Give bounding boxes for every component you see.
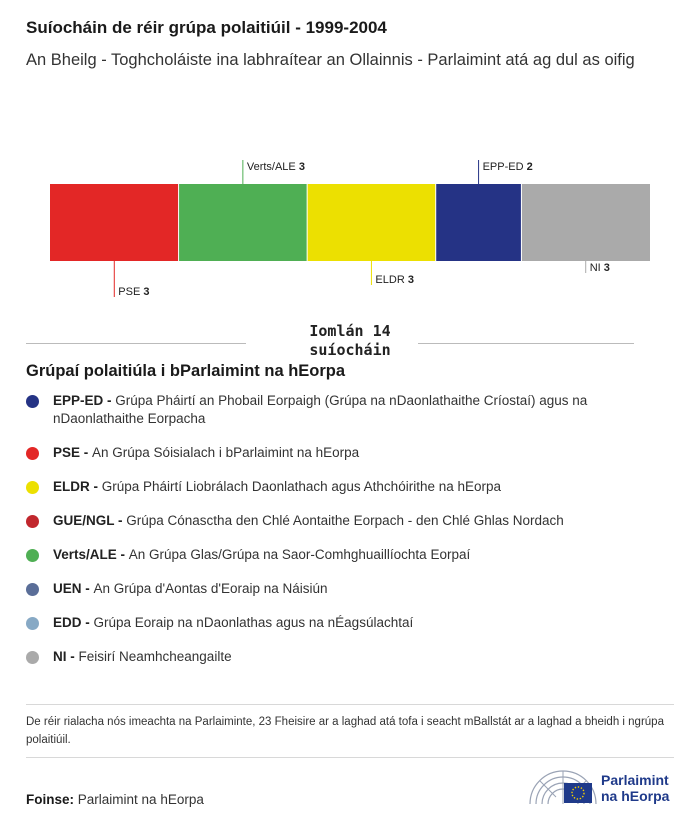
legend-description: Grúpa Pháirtí Liobrálach Daonlathach agus Athchóirithe na hEorpa	[101, 479, 502, 494]
data-label-verts-ale: Verts/ALE 3	[246, 161, 305, 173]
legend-color-dot	[26, 617, 39, 630]
legend-abbr: UEN -	[53, 581, 94, 596]
legend-abbr: PSE -	[53, 445, 93, 460]
legend-item	[26, 648, 653, 666]
total-divider-right	[418, 343, 634, 344]
bar-segment-pse	[50, 184, 179, 261]
legend-abbr: ELDR -	[53, 479, 102, 494]
data-label-ni: NI 3	[589, 262, 610, 274]
legend-color-dot	[26, 651, 39, 664]
legend-color-dot	[26, 583, 39, 596]
footnote: De réir rialacha nós imeachta na Parlaiminte, 23 Fheisire ar a laghad atá tofa i seacht mBallstát ar a laghad a bheidh i ngrúpa polaitiúil.	[26, 704, 674, 758]
legend-description: An Grúpa d'Aontas d'Eoraip na Náisiún	[93, 581, 328, 596]
legend-color-dot	[26, 515, 39, 528]
legend-abbr: NI -	[53, 649, 79, 664]
legend-item	[26, 392, 653, 428]
source-value: Parlaimint na hEorpa	[77, 792, 204, 807]
legend-description: Grúpa Eoraip na nDaonlathas agus na nÉagsúlachtaí	[93, 615, 414, 630]
legend-item	[26, 614, 653, 632]
legend-abbr: Verts/ALE -	[53, 547, 129, 562]
legend-description: Feisirí Neamhcheangailte	[78, 649, 232, 664]
bar-segment-ni	[521, 184, 650, 261]
chart-subtitle: An Bheilg - Toghcholáiste ina labhraítear an Ollainnis - Parlaimint atá ag dul as oifig	[26, 51, 635, 69]
hemicycle-icon	[528, 766, 598, 806]
total-seats-line1: Iomlán 14	[309, 322, 391, 340]
legend-item	[26, 546, 653, 564]
total-divider-left	[26, 343, 246, 344]
legend-description: Grúpa Cónasctha den Chlé Aontaithe Eorpach - den Chlé Ghlas Nordach	[126, 513, 564, 528]
logo-line1: Parlaimint	[601, 772, 669, 788]
data-label-pse: PSE 3	[118, 286, 150, 298]
legend-item	[26, 580, 653, 598]
legend-item	[26, 512, 653, 530]
data-label-epp-ed: EPP-ED 2	[482, 161, 533, 173]
logo-line2: na hEorpa	[601, 788, 670, 804]
legend-title: Grúpaí polaitiúla i bParlaimint na hEorpa	[26, 362, 346, 380]
logo-text	[601, 772, 669, 804]
total-seats-line2: suíocháin	[309, 341, 391, 359]
legend-description: An Grúpa Sóisialach i bParlaimint na hEorpa	[92, 445, 360, 460]
source-label: Foinse:	[26, 792, 75, 807]
legend-description: An Grúpa Glas/Grúpa na Saor-Comhghuaillíochta Eorpaí	[128, 547, 471, 562]
legend-description: Grúpa Pháirtí an Phobail Eorpaigh (Grúpa na nDaonlathaithe Críostaí) agus na nDaonlathaithe Eorpacha	[53, 393, 588, 426]
legend-color-dot	[26, 481, 39, 494]
legend-color-dot	[26, 447, 39, 460]
bar-segment-eldr	[307, 184, 436, 261]
stacked-seat-bar-chart	[0, 150, 700, 310]
legend-abbr: GUE/NGL -	[53, 513, 127, 528]
legend-item	[26, 478, 653, 496]
european-parliament-logo	[528, 766, 678, 806]
bar-segment-epp-ed	[436, 184, 522, 261]
source	[26, 792, 204, 807]
legend-abbr: EDD -	[53, 615, 94, 630]
total-seats	[270, 322, 430, 360]
data-label-eldr: ELDR 3	[375, 274, 414, 286]
chart-title: Suíocháin de réir grúpa polaitiúil - 1999-2004	[26, 18, 387, 37]
legend-abbr: EPP-ED -	[53, 393, 116, 408]
legend-color-dot	[26, 395, 39, 408]
legend-color-dot	[26, 549, 39, 562]
legend-item	[26, 444, 653, 462]
bar-segment-verts-ale	[179, 184, 308, 261]
